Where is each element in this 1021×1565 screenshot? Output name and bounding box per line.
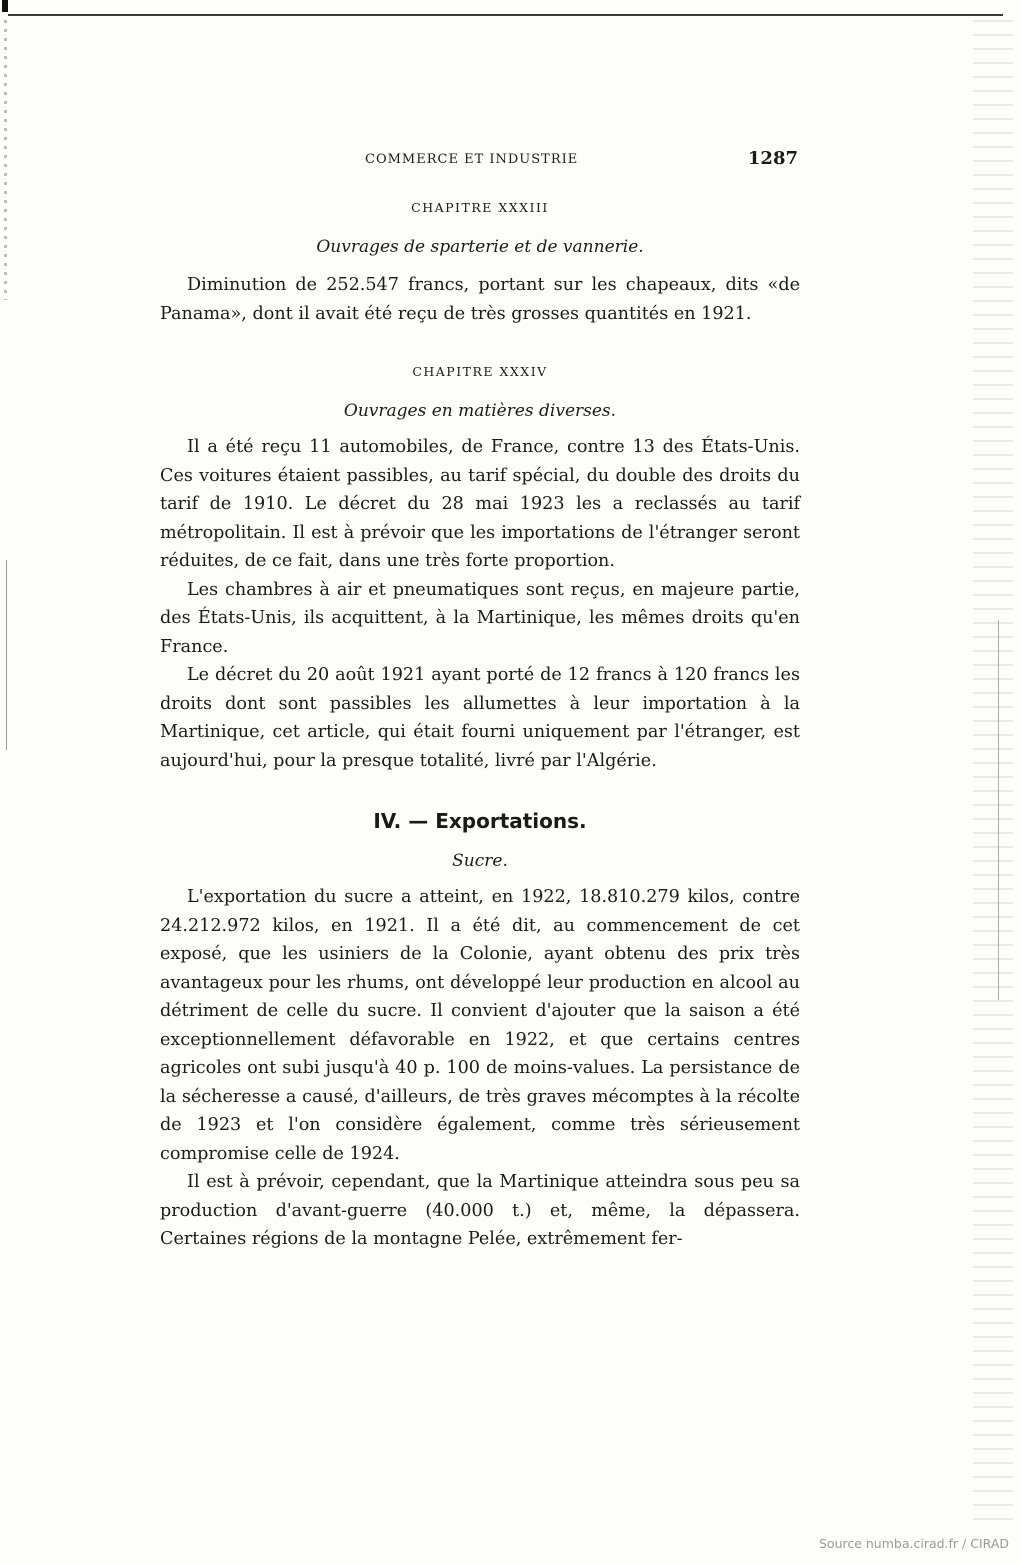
chapter-33-paragraph-1: Diminution de 252.547 francs, portant sur les chapeaux, dits «de Panama», dont il avait été reçu de très grosses quantités en 1921.: [160, 275, 800, 324]
source-credit: Source numba.cirad.fr / CIRAD: [818, 1536, 1009, 1551]
section-4-subtitle: Sucre.: [452, 851, 508, 871]
section-4-heading: IV. — Exportations.: [373, 809, 587, 833]
chapter-34-subtitle: Ouvrages en matières diverses.: [343, 401, 617, 421]
chapter-34-paragraph-3: Le décret du 20 août 1921 ayant porté de 12 francs à 120 francs les droits dont sont passibles les allumettes à leur importation à la Martinique, cet article, qui était fourni uniquement par l'étranger, est aujourd'hui, pour la presque totalité, livré par l'Algérie.: [160, 665, 800, 771]
chapter-33-heading: CHAPITRE XXXIII: [411, 200, 549, 215]
page-number: 1287: [747, 148, 798, 169]
scan-right-edge-line: [998, 620, 999, 1000]
scan-top-rule: [8, 14, 1003, 16]
scan-corner-mark: [2, 0, 8, 12]
section-4-paragraph-2: Il est à prévoir, cependant, que la Martinique atteindra sous peu sa production d'avant-guerre (40.000 t.) et, même, la dépassera. Certaines régions de la montagne Pelée, extrêmement fer-: [160, 1172, 800, 1249]
chapter-34-heading: CHAPITRE XXXIV: [412, 364, 548, 379]
running-title: COMMERCE ET INDUSTRIE: [365, 152, 579, 167]
chapter-33-subtitle: Ouvrages de sparterie et de vannerie.: [316, 237, 644, 257]
section-4-paragraph-1: L'exportation du sucre a atteint, en 1922, 18.810.279 kilos, contre 24.212.972 kilos, en 1921. Il a été dit, au commencement de cet exposé, que les usiniers de la Colonie, ayant obtenu des prix très avantageux pour les rhums, ont développé leur production en alcool au détriment de celle du sucre. Il convient d'ajouter que la saison a été exceptionnellement défavorable en 1922, et que certains centres agricoles ont subi jusqu'à 40 p. 100 de moins-values. La persistance de la sécheresse a causé, d'ailleurs, de très graves mécomptes à la récolte de 1923 et l'on considère également, comme très sérieusement compromise celle de 1924.: [160, 887, 800, 1164]
chapter-34-paragraph-1: Il a été reçu 11 automobiles, de France, contre 13 des États-Unis. Ces voitures étaient passibles, au tarif spécial, du double des droits du tarif de 1910. Le décret du 28 mai 1923 les a reclassés au tarif métropolitain. Il est à prévoir que les importations de l'étranger seront réduites, de ce fait, dans une très forte proportion.: [160, 437, 800, 571]
chapter-34-paragraph-2: Les chambres à air et pneumatiques sont reçus, en majeure partie, des États-Unis, ils acquittent, à la Martinique, les mêmes droits qu'en France.: [160, 579, 800, 657]
scan-right-edge-noise: [973, 20, 1013, 1520]
scan-left-edge-noise: [4, 20, 7, 300]
scan-left-edge-line: [6, 560, 7, 750]
running-head: [160, 148, 800, 178]
book-page: [160, 148, 800, 1254]
